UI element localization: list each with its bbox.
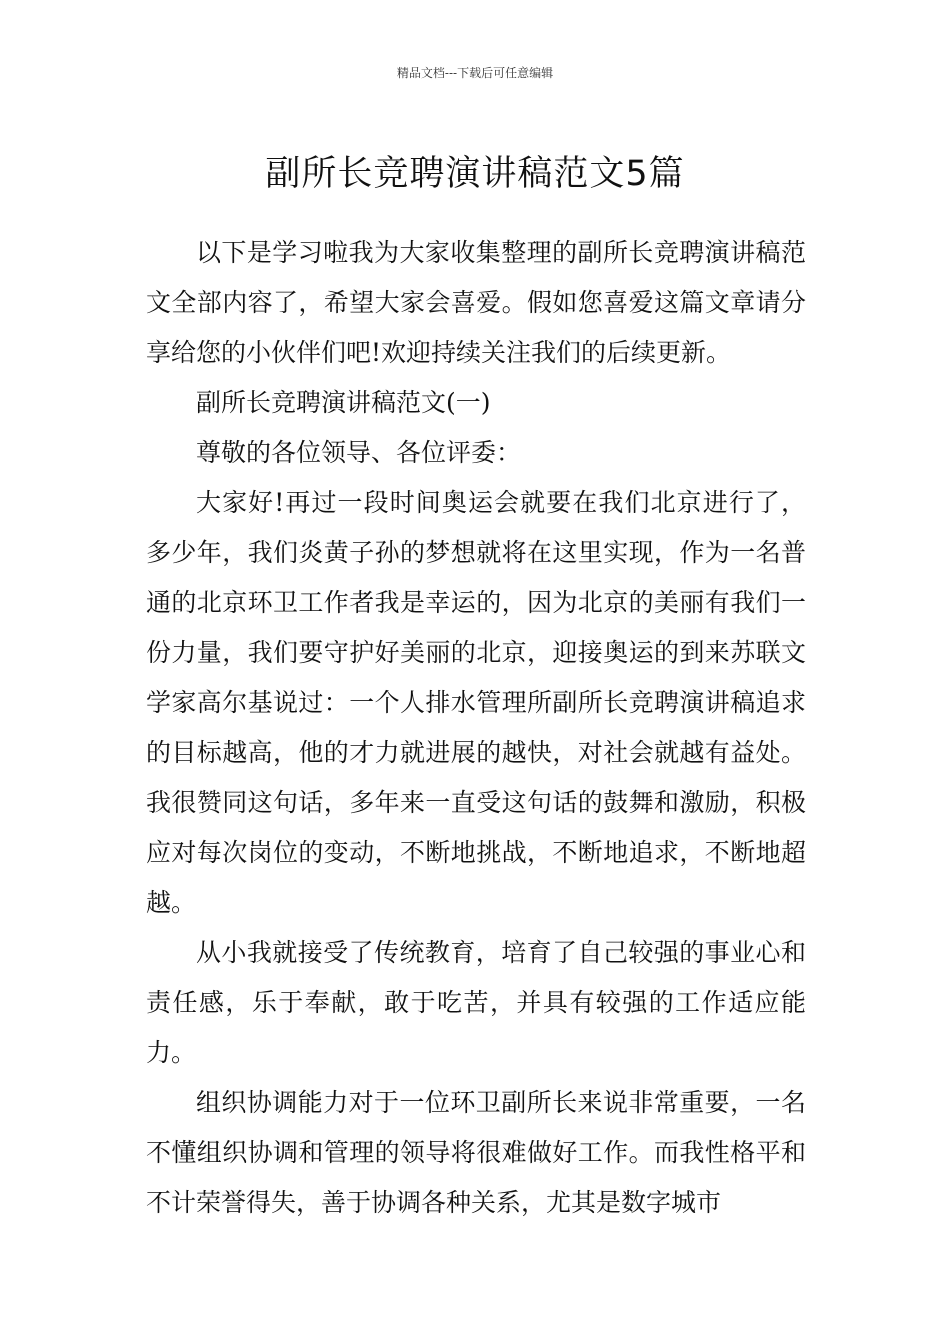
paragraph-intro: 以下是学习啦我为大家收集整理的副所长竞聘演讲稿范文全部内容了，希望大家会喜爱。假如您喜爱这篇文章请分享给您的小伙伴们吧!欢迎持续关注我们的后续更新。: [146, 238, 806, 367]
paragraph-education: 从小我就接受了传统教育，培育了自己较强的事业心和责任感，乐于奉献，敢于吃苦，并具有较强的工作适应能力。: [146, 938, 806, 1067]
paragraph-salutation: 尊敬的各位领导、各位评委：: [196, 438, 522, 467]
document-title: 副所长竞聘演讲稿范文5篇: [265, 154, 685, 195]
paragraph-section-heading: 副所长竞聘演讲稿范文(一): [196, 388, 491, 417]
header-note: 精品文档---下载后可任意编辑: [396, 66, 554, 80]
paragraph-coordination: 组织协调能力对于一位环卫副所长来说非常重要，一名不懂组织协调和管理的领导将很难做好工作。而我性格平和不计荣誉得失，善于协调各种关系，尤其是数字城市: [146, 1088, 806, 1217]
paragraph-greeting: 大家好!再过一段时间奥运会就要在我们北京进行了，多少年，我们炎黄子孙的梦想就将在这里实现，作为一名普通的北京环卫工作者我是幸运的，因为北京的美丽有我们一份力量，我们要守护好美丽的北京，迎接奥运的到来苏联文学家高尔基说过：一个人排水管理所副所长竞聘演讲稿追求的目标越高，他的才力就进展的越快，对社会就越有益处。我很赞同这句话，多年来一直受这句话的鼓舞和激励，积极应对每次岗位的变动，不断地挑战，不断地追求，不断地超越。: [146, 488, 806, 917]
document-body: [146, 228, 806, 1228]
